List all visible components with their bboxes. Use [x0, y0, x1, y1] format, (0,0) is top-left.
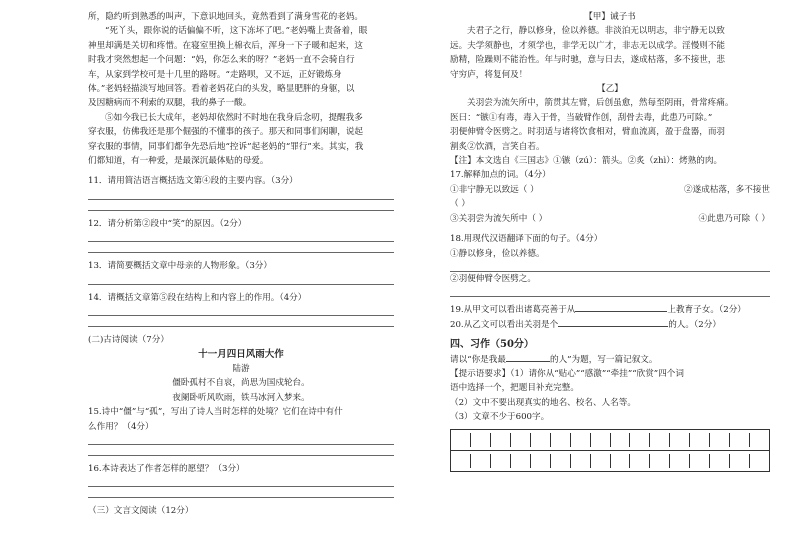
passage-line: 体。”老妈轻描淡写地回答。看着老妈花白的头发，略显肥胖的身躯，以: [88, 84, 355, 95]
annotation: 【注】本文选自《三国志》①镞（zú）：箭头。②炙（zhì）：烤熟的肉。: [450, 156, 723, 167]
poem-title: 十一月四日风雨大作: [198, 348, 284, 360]
q17-item: ①非宁静无以致远（ ）: [450, 184, 539, 195]
grid-cell[interactable]: [471, 433, 491, 447]
grid-cell[interactable]: [750, 454, 769, 468]
section-writing: 四、习作（50分）: [450, 339, 534, 351]
question-11: 11．请用简洁语言概括选文第④段的主要内容。（3分）: [88, 176, 298, 187]
grid-cell[interactable]: [670, 433, 690, 447]
jia-line: 励精，险躁则不能治性。年与时驰，意与日去，遂成枯落，多不接世，悲: [450, 55, 726, 66]
right-column: [450, 10, 770, 472]
grid-cell[interactable]: [690, 433, 710, 447]
answer-line[interactable]: [88, 200, 394, 211]
grid-cell[interactable]: [710, 433, 730, 447]
passage-line: 车，从家到学校可是十几里的路呀。“走路呗，又不远，正好锻炼身: [88, 69, 342, 80]
tip-line: （3）文章不少于600字。: [450, 412, 550, 423]
q17-row: [450, 212, 770, 226]
prompt-text: 请以“你是我最: [450, 354, 506, 365]
grid-cell[interactable]: [750, 433, 769, 447]
grid-cell[interactable]: [710, 454, 730, 468]
grid-cell[interactable]: [491, 454, 511, 468]
question-15-cont: 么作用？（4分）: [88, 421, 154, 432]
text-jia-title: 【甲】诫子书: [584, 12, 636, 22]
answer-blank[interactable]: [575, 303, 667, 312]
passage-block: [88, 10, 394, 168]
q18-item: ②羽便伸臂令医劈之。: [450, 273, 536, 284]
yi-line: 医曰：“镞①有毒，毒入于骨，当破臂作创，刮骨去毒，此患乃可除。”: [450, 112, 713, 123]
passage-line: 穿衣服的事情，同事们都争先恐后地“控诉”起老妈的“罪行”来。其实，我: [88, 141, 364, 152]
q18-item: ①静以修身，俭以养德。: [450, 248, 545, 259]
question-20: [450, 318, 770, 332]
grid-cell[interactable]: [511, 454, 531, 468]
tip-line: 语中选择一个，把题目补充完整。: [450, 383, 579, 394]
answer-line[interactable]: [88, 242, 394, 253]
title-blank[interactable]: [506, 353, 550, 362]
jia-line: 远。夫学须静也，才须学也，非学无以广才，非志无以成学。淫慢则不能: [450, 40, 726, 51]
q17-item: （ ）: [450, 199, 470, 210]
tip-line: （2）文中不要出现真实的地名、校名、人名等。: [450, 397, 636, 408]
question-18: 18.用现代汉语翻译下面的句子。（4分）: [450, 234, 603, 245]
text-yi-title: 【乙】: [597, 84, 623, 95]
poem-line: 夜阑卧听风吹雨，铁马冰河入梦来。: [172, 392, 310, 403]
answer-line[interactable]: [88, 434, 394, 445]
section-poetry: (二)古诗阅读（7分）: [88, 335, 169, 346]
question-14: 14．请概括文章第⑤段在结构上和内容上的作用。（4分）: [88, 292, 307, 303]
passage-line: 时我才突然想起一个问题：“妈，你怎么来的呀？”老妈一直不会骑自行: [88, 55, 355, 66]
prompt-tail: 的人”为题，写一篇记叙文。: [549, 354, 658, 365]
grid-cell[interactable]: [531, 454, 551, 468]
answer-line[interactable]: [88, 445, 394, 456]
grid-cell[interactable]: [690, 454, 710, 468]
grid-cell[interactable]: [511, 433, 531, 447]
grid-cell[interactable]: [630, 454, 650, 468]
passage-line: 神里却满是关切和疼惜。在寝室里换上棉衣后，浑身一下子暖和起来，这: [88, 40, 364, 51]
grid-cell[interactable]: [571, 454, 591, 468]
passage-line: 们都知道，有一种爱，是最深沉最体贴的母爱。: [88, 156, 269, 167]
q20-tail: 的人。（2分）: [668, 319, 721, 330]
passage-line: 穿衣服，仿佛我还是那个倔强的不懂事的孩子。那天和同事们闲聊，说起: [88, 127, 364, 138]
answer-line[interactable]: [450, 261, 770, 272]
passage-line: “死丫头，跟你说的话偏偏不听，这下冻坏了吧。”老妈嘴上责备着，眼: [105, 26, 368, 37]
question-13: 13．请简要概括文章中母亲的人物形象。（3分）: [88, 261, 272, 272]
grid-cell[interactable]: [471, 454, 491, 468]
jia-line: 守穷庐，将复何及！: [450, 69, 528, 80]
grid-cell[interactable]: [591, 454, 611, 468]
passage-line: ⑤如今我已长大成年，老妈却依然时不时地在我身后念叨，提醒我多: [105, 112, 363, 123]
q17-item: ④此患乃可除（ ）: [698, 213, 770, 224]
grid-cell[interactable]: [611, 454, 631, 468]
answer-line[interactable]: [88, 231, 394, 242]
tip-line: 【提示语要求】（1）请你从“贴心”“感激”“牵挂”“欣赏”四个词: [450, 368, 684, 379]
answer-line[interactable]: [88, 476, 394, 487]
grid-cell[interactable]: [730, 433, 750, 447]
grid-cell[interactable]: [491, 433, 511, 447]
answer-line[interactable]: [88, 316, 394, 327]
grid-cell[interactable]: [630, 433, 650, 447]
answer-line[interactable]: [88, 189, 394, 200]
grid-cell[interactable]: [451, 433, 471, 447]
q20-text: 20.从乙文可以看出关羽是个: [450, 319, 559, 330]
yi-line: 关羽尝为流矢所中，箭贯其左臂，后创虽愈，然每至阴雨，骨常疼痛。: [467, 98, 734, 109]
yi-line: 羽便伸臂令医劈之。时羽适与诸将饮食相对，臂血流离，盈于盘器，而羽: [450, 127, 726, 138]
answer-blank[interactable]: [558, 318, 668, 327]
grid-cell[interactable]: [551, 433, 571, 447]
answer-line[interactable]: [88, 487, 394, 498]
question-17: 17.解释加点的词。（4分）: [450, 170, 551, 181]
grid-cell[interactable]: [571, 433, 591, 447]
question-19: [450, 303, 770, 317]
jia-line: 夫君子之行，静以修身，俭以养德。非淡泊无以明志，非宁静无以致: [467, 26, 725, 37]
q19-text: 19.从甲文可以看出诸葛亮善于从: [450, 305, 576, 316]
grid-cell[interactable]: [551, 454, 571, 468]
passage-line: 及因糖病而不利索的双腿，我的鼻子一酸。: [88, 98, 252, 109]
section-classical: （三）文言文阅读（12分）: [88, 506, 194, 517]
answer-line[interactable]: [88, 274, 394, 285]
yi-line: 割炙②饮酒，言笑自若。: [450, 141, 545, 152]
grid-row: [451, 430, 769, 451]
answer-line[interactable]: [88, 305, 394, 316]
grid-cell[interactable]: [650, 454, 670, 468]
question-15: 15.诗中“僵”与“孤”，写出了诗人当时怎样的处境？它们在诗中有什: [88, 407, 343, 418]
passage-line: 所，隐约听到熟悉的叫声，下意识地回头，竟然看到了满身雪花的老妈。: [88, 12, 364, 22]
question-12: 12．请分析第②段中“笑”的原因。（2分）: [88, 218, 247, 229]
grid-row: [451, 451, 769, 471]
grid-cell[interactable]: [730, 454, 750, 468]
grid-cell[interactable]: [670, 454, 690, 468]
grid-cell[interactable]: [531, 433, 551, 447]
poem-author: 陆游: [232, 363, 250, 374]
question-16: 16.本诗表达了作者怎样的愿望？（3分）: [88, 463, 245, 474]
grid-cell[interactable]: [451, 454, 471, 468]
grid-cell[interactable]: [591, 433, 611, 447]
poem-line: 僵卧孤村不自哀，尚思为国戍轮台。: [172, 378, 310, 389]
writing-grid[interactable]: [450, 429, 770, 472]
q17-item: ②遂成枯落，多不接世: [684, 184, 770, 195]
writing-prompt: [450, 353, 770, 367]
left-column: [88, 10, 394, 519]
grid-cell[interactable]: [611, 433, 631, 447]
answer-line[interactable]: [450, 286, 770, 297]
q19-tail: 上教育子女。（2分）: [667, 305, 746, 316]
q17-item: ③关羽尝为流矢所中（ ）: [450, 213, 548, 224]
grid-cell[interactable]: [650, 433, 670, 447]
q17-row: [450, 183, 770, 197]
